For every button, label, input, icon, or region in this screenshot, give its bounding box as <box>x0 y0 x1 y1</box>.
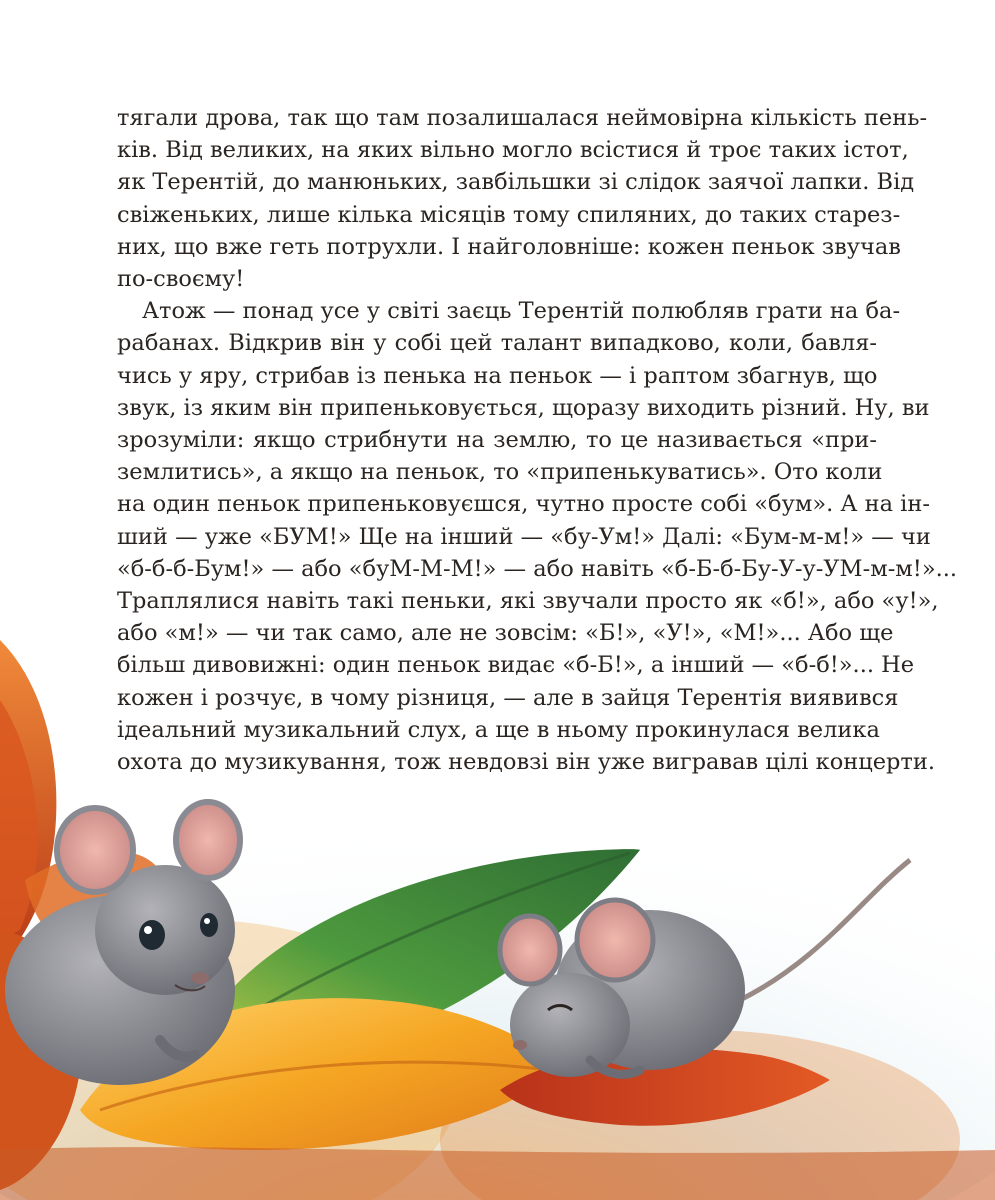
text-line: більш дивовижні: один пеньок видає «б-Б!», а інший — «б-б!»... Не <box>117 652 915 679</box>
text-line: ідеальний музикальний слух, а ще в ньому прокинулася велика <box>117 716 880 743</box>
text-line: охота до музикування, тож невдовзі він уже вигравав цілі концерти. <box>117 749 936 776</box>
text-line: ків. Від великих, на яких вільно могло всістися й троє таких істот, <box>117 137 909 164</box>
text-line: Атож — понад усе у світі заєць Терентій полюбляв грати на ба- <box>142 298 901 325</box>
text-line: «б-б-б-Бум!» — або «буМ-М-М!» — або навіть «б-Б-б-Бу-У-у-УМ-м-м!»... <box>117 555 958 582</box>
text-line: як Терентій, до манюньких, завбільшки зі слідок заячої лапки. Від <box>117 169 915 196</box>
text-line: чись у яру, стрибав із пенька на пеньок — і раптом збагнув, що <box>117 362 878 389</box>
text-line: землитись», а якщо на пеньок, то «припенькуватись». Ото коли <box>117 459 883 486</box>
text-line: свіженьких, лише кілька місяців тому спиляних, до таких старез- <box>117 201 901 228</box>
text-line: звук, із яким він припеньковується, щоразу виходить різний. Ну, ви <box>117 394 930 421</box>
text-line: тягали дрова, так що там позалишалася неймовірна кількість пень- <box>117 105 928 131</box>
text-line: або «м!» — чи так само, але не зовсім: «Б!», «У!», «М!»... Або ще <box>117 620 894 647</box>
text-line: кожен і розчує, в чому різниця, — але в зайця Терентія виявився <box>117 684 899 711</box>
story-text <box>117 102 958 778</box>
text-line: них, що вже геть потрухли. І найголовніше: кожен пеньок звучав <box>117 233 901 260</box>
text-line: ший — уже «БУМ!» Ще на інший — «бу-Ум!» Далі: «Бум-м-м!» — чи <box>117 523 931 550</box>
text-line: рабанах. Відкрив він у собі цей талант випадково, коли, бавля- <box>117 330 877 357</box>
text-line: на один пеньок припеньковуєшся, чутно просте собі «бум». А на ін- <box>117 491 930 518</box>
text-line: по-своєму! <box>117 266 245 293</box>
text-line: зрозуміли: якщо стрибнути на землю, то це називається «при- <box>117 427 877 454</box>
text-line: Траплялися навіть такі пеньки, які звучали просто як «б!», або «у!», <box>117 588 939 615</box>
